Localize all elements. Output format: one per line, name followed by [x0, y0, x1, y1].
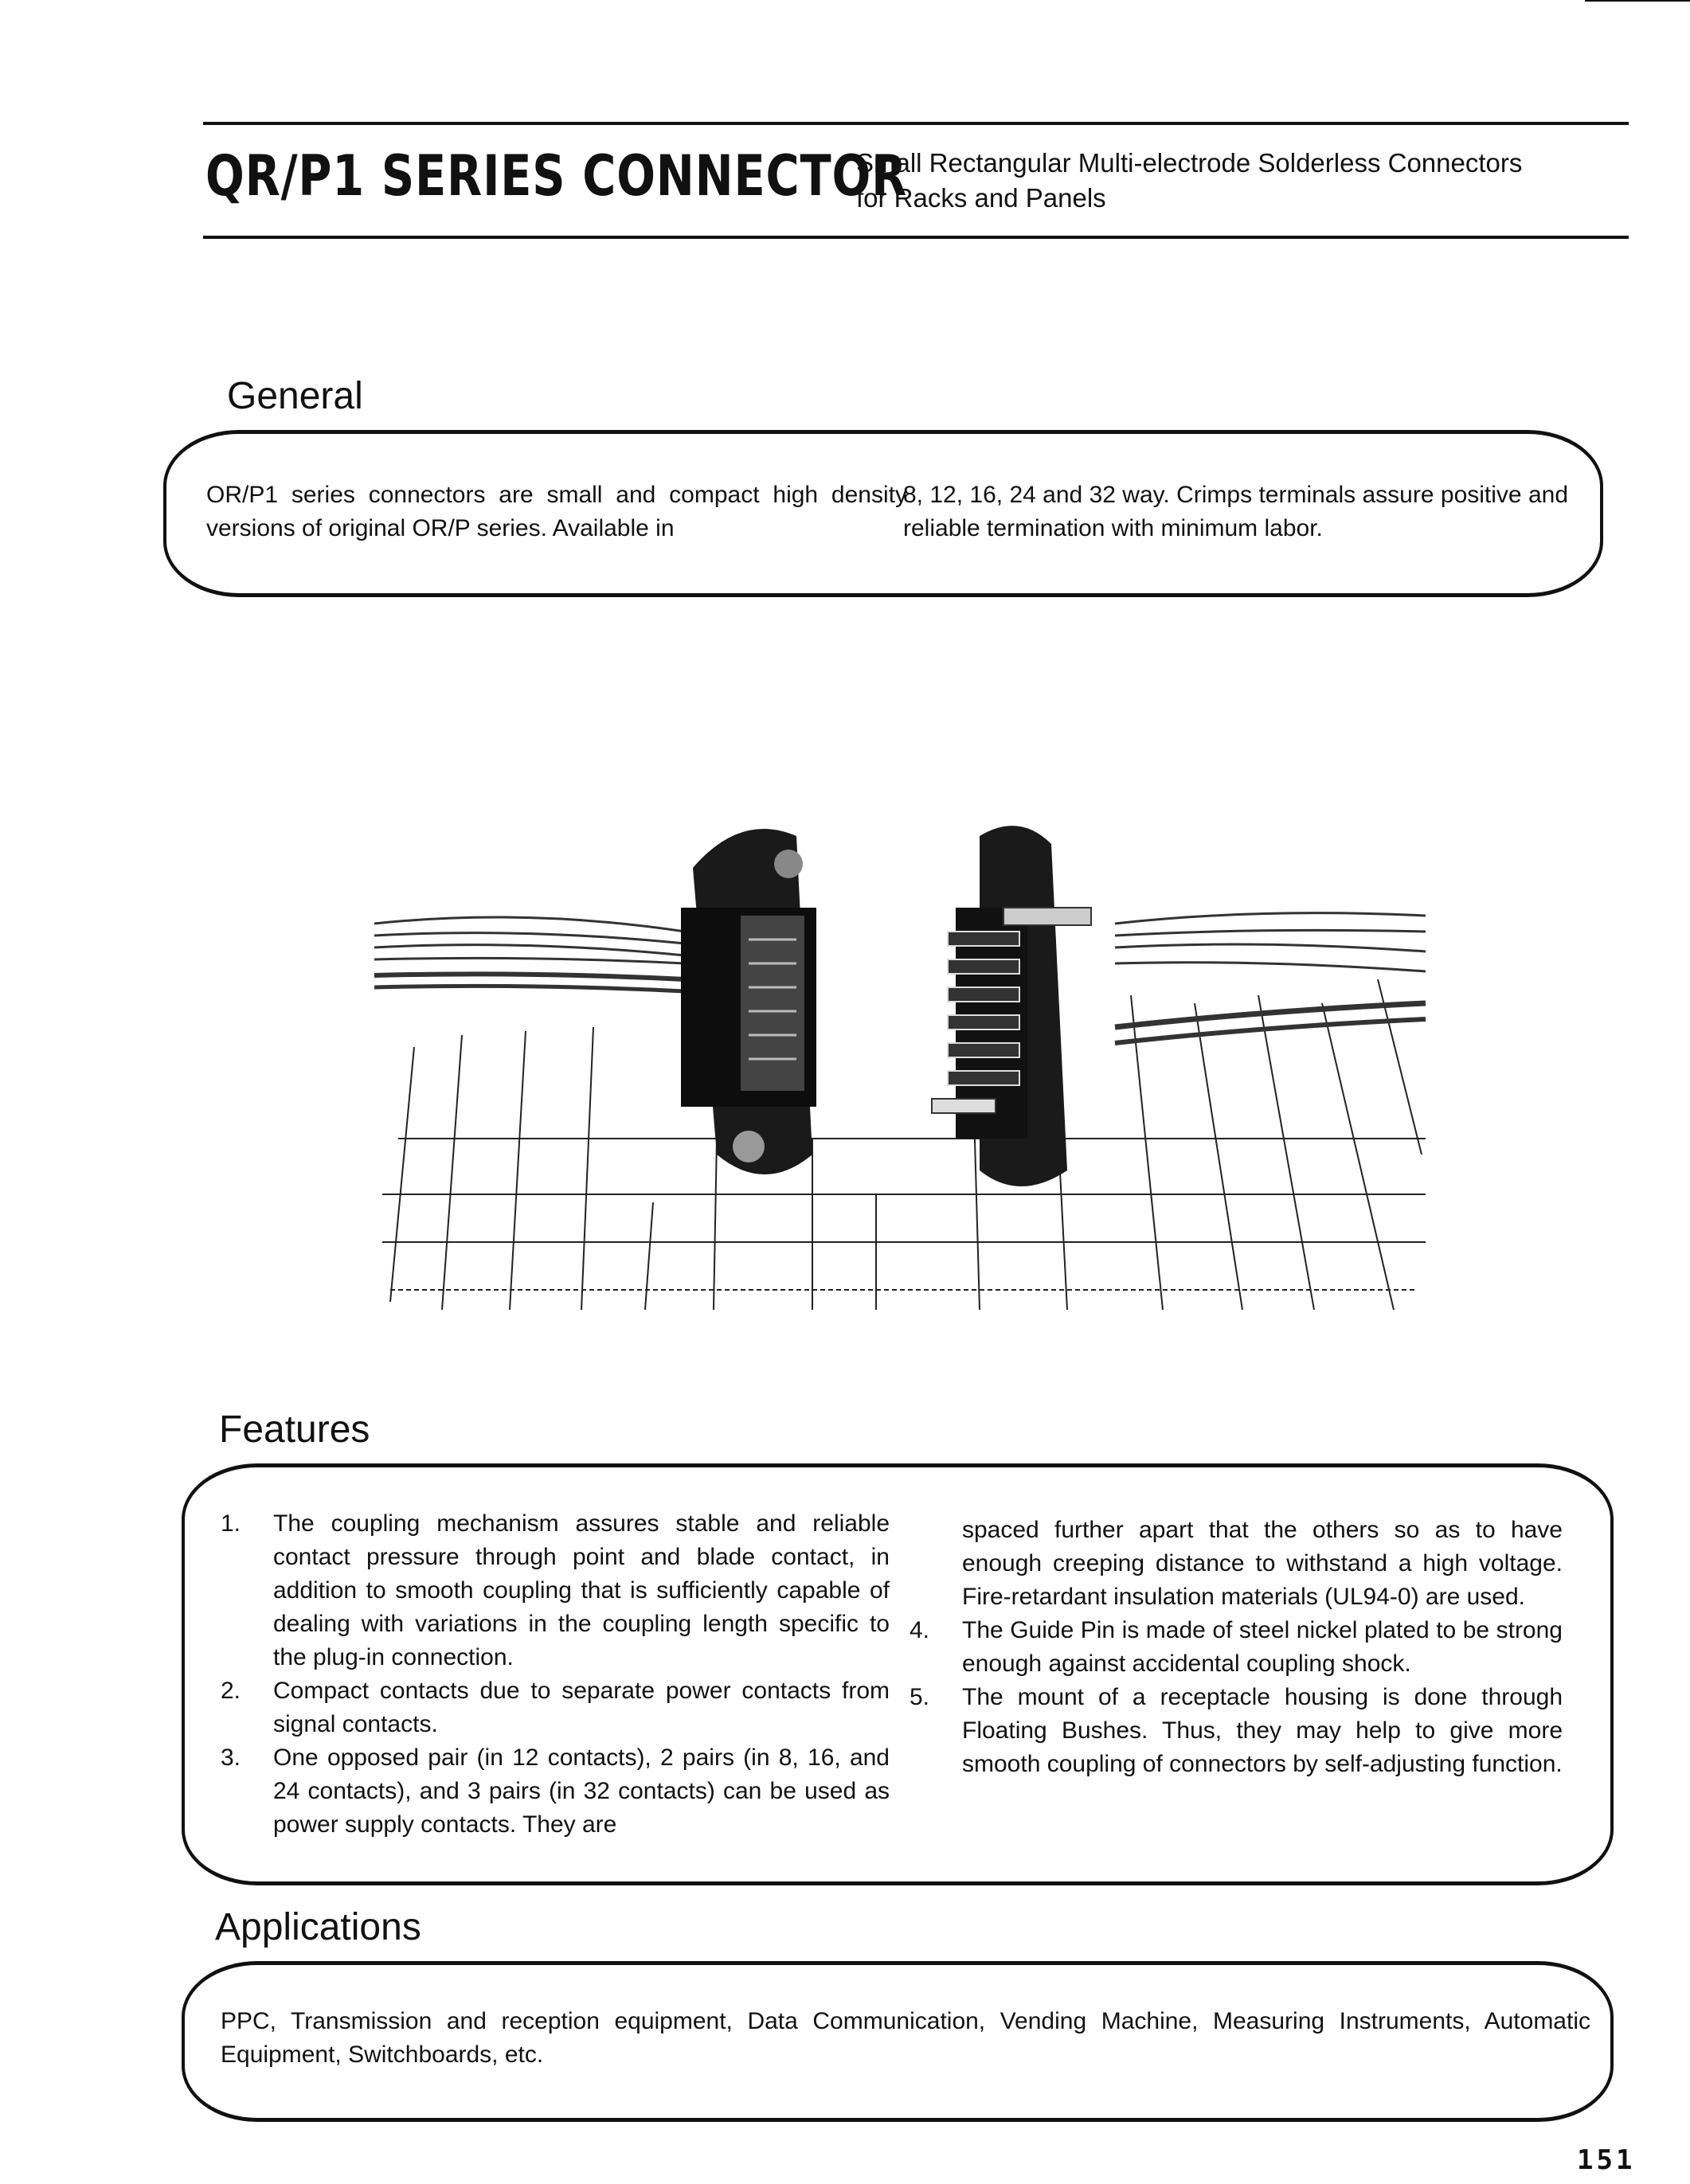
cable-bundle-left [374, 917, 685, 991]
feature-number-4: 4. [910, 1617, 930, 1643]
feature-item-4 [910, 1614, 1563, 1681]
subtitle-line-1: Small Rectangular Multi-electrode Solderless Connectors [856, 148, 1523, 178]
cable-bundle-right [1115, 913, 1426, 1043]
feature-text-1: The coupling mechanism assures stable and reliable contact pressure through point and blade contact, in addition to smooth coupling that is sufficiently capable of dealing with variations in the coupling length specific to the plug-in connection. [273, 1510, 890, 1670]
feature-number-1: 1. [221, 1510, 241, 1537]
page-title: QR/P1 SERIES CONNECTOR [205, 143, 908, 209]
feature-item-3-cont [910, 1514, 1563, 1614]
feature-text-5: The mount of a receptacle housing is done through Floating Bushes. Thus, they may help to give more smooth coupling of connectors by self-adjusting function. [962, 1684, 1563, 1777]
applications-heading: Applications [215, 1906, 421, 1948]
general-col-2: 8, 12, 16, 24 and 32 way. Crimps terminals assure positive and reliable termination with minimum labor. [903, 482, 1568, 541]
feature-number-2: 2. [221, 1678, 241, 1704]
applications-text: PPC, Transmission and reception equipment, Data Communication, Vending Machine, Measuring Instruments, Automatic Equipment, Switchboards, etc. [221, 2008, 1590, 2068]
features-box [182, 1463, 1614, 1885]
feature-number-5: 5. [910, 1684, 930, 1710]
page-subtitle [856, 146, 1522, 216]
header-top-rule [203, 122, 1629, 125]
feature-item-3 [221, 1741, 890, 1842]
feature-number-3: 3. [221, 1744, 241, 1771]
general-box [163, 430, 1603, 597]
feature-text-3-cont: spaced further apart that the others so as to have enough creeping distance to withstand a high voltage. Fire-retardant insulation materials (UL94-0) are used. [962, 1517, 1563, 1610]
feature-item-5 [910, 1681, 1563, 1781]
features-col-2 [910, 1514, 1563, 1781]
feature-item-2 [221, 1674, 890, 1741]
connector-photo [366, 820, 1434, 1330]
corner-rule [1585, 0, 1690, 2]
features-heading: Features [219, 1408, 370, 1451]
header-bottom-rule [203, 236, 1629, 239]
general-heading: General [227, 375, 363, 417]
subtitle-line-2: for Racks and Panels [856, 183, 1106, 213]
general-col-1: OR/P1 series connectors are small and compact high density versions of original OR/P series. Available in [206, 482, 907, 541]
connector-plug-left [681, 829, 816, 1174]
features-col-1 [221, 1507, 890, 1842]
connector-receptacle-right [932, 826, 1091, 1186]
feature-text-3: One opposed pair (in 12 contacts), 2 pairs (in 8, 16, and 24 contacts), and 3 pairs (in 32 contacts) can be used as power supply contacts. They are [273, 1744, 890, 1838]
feature-text-4: The Guide Pin is made of steel nickel plated to be strong enough against accidental coupling shock. [962, 1617, 1563, 1677]
feature-item-1 [221, 1507, 890, 1674]
feature-text-2: Compact contacts due to separate power contacts from signal contacts. [273, 1678, 890, 1737]
page-number: 151 [1577, 2144, 1636, 2176]
applications-box [182, 1961, 1614, 2122]
